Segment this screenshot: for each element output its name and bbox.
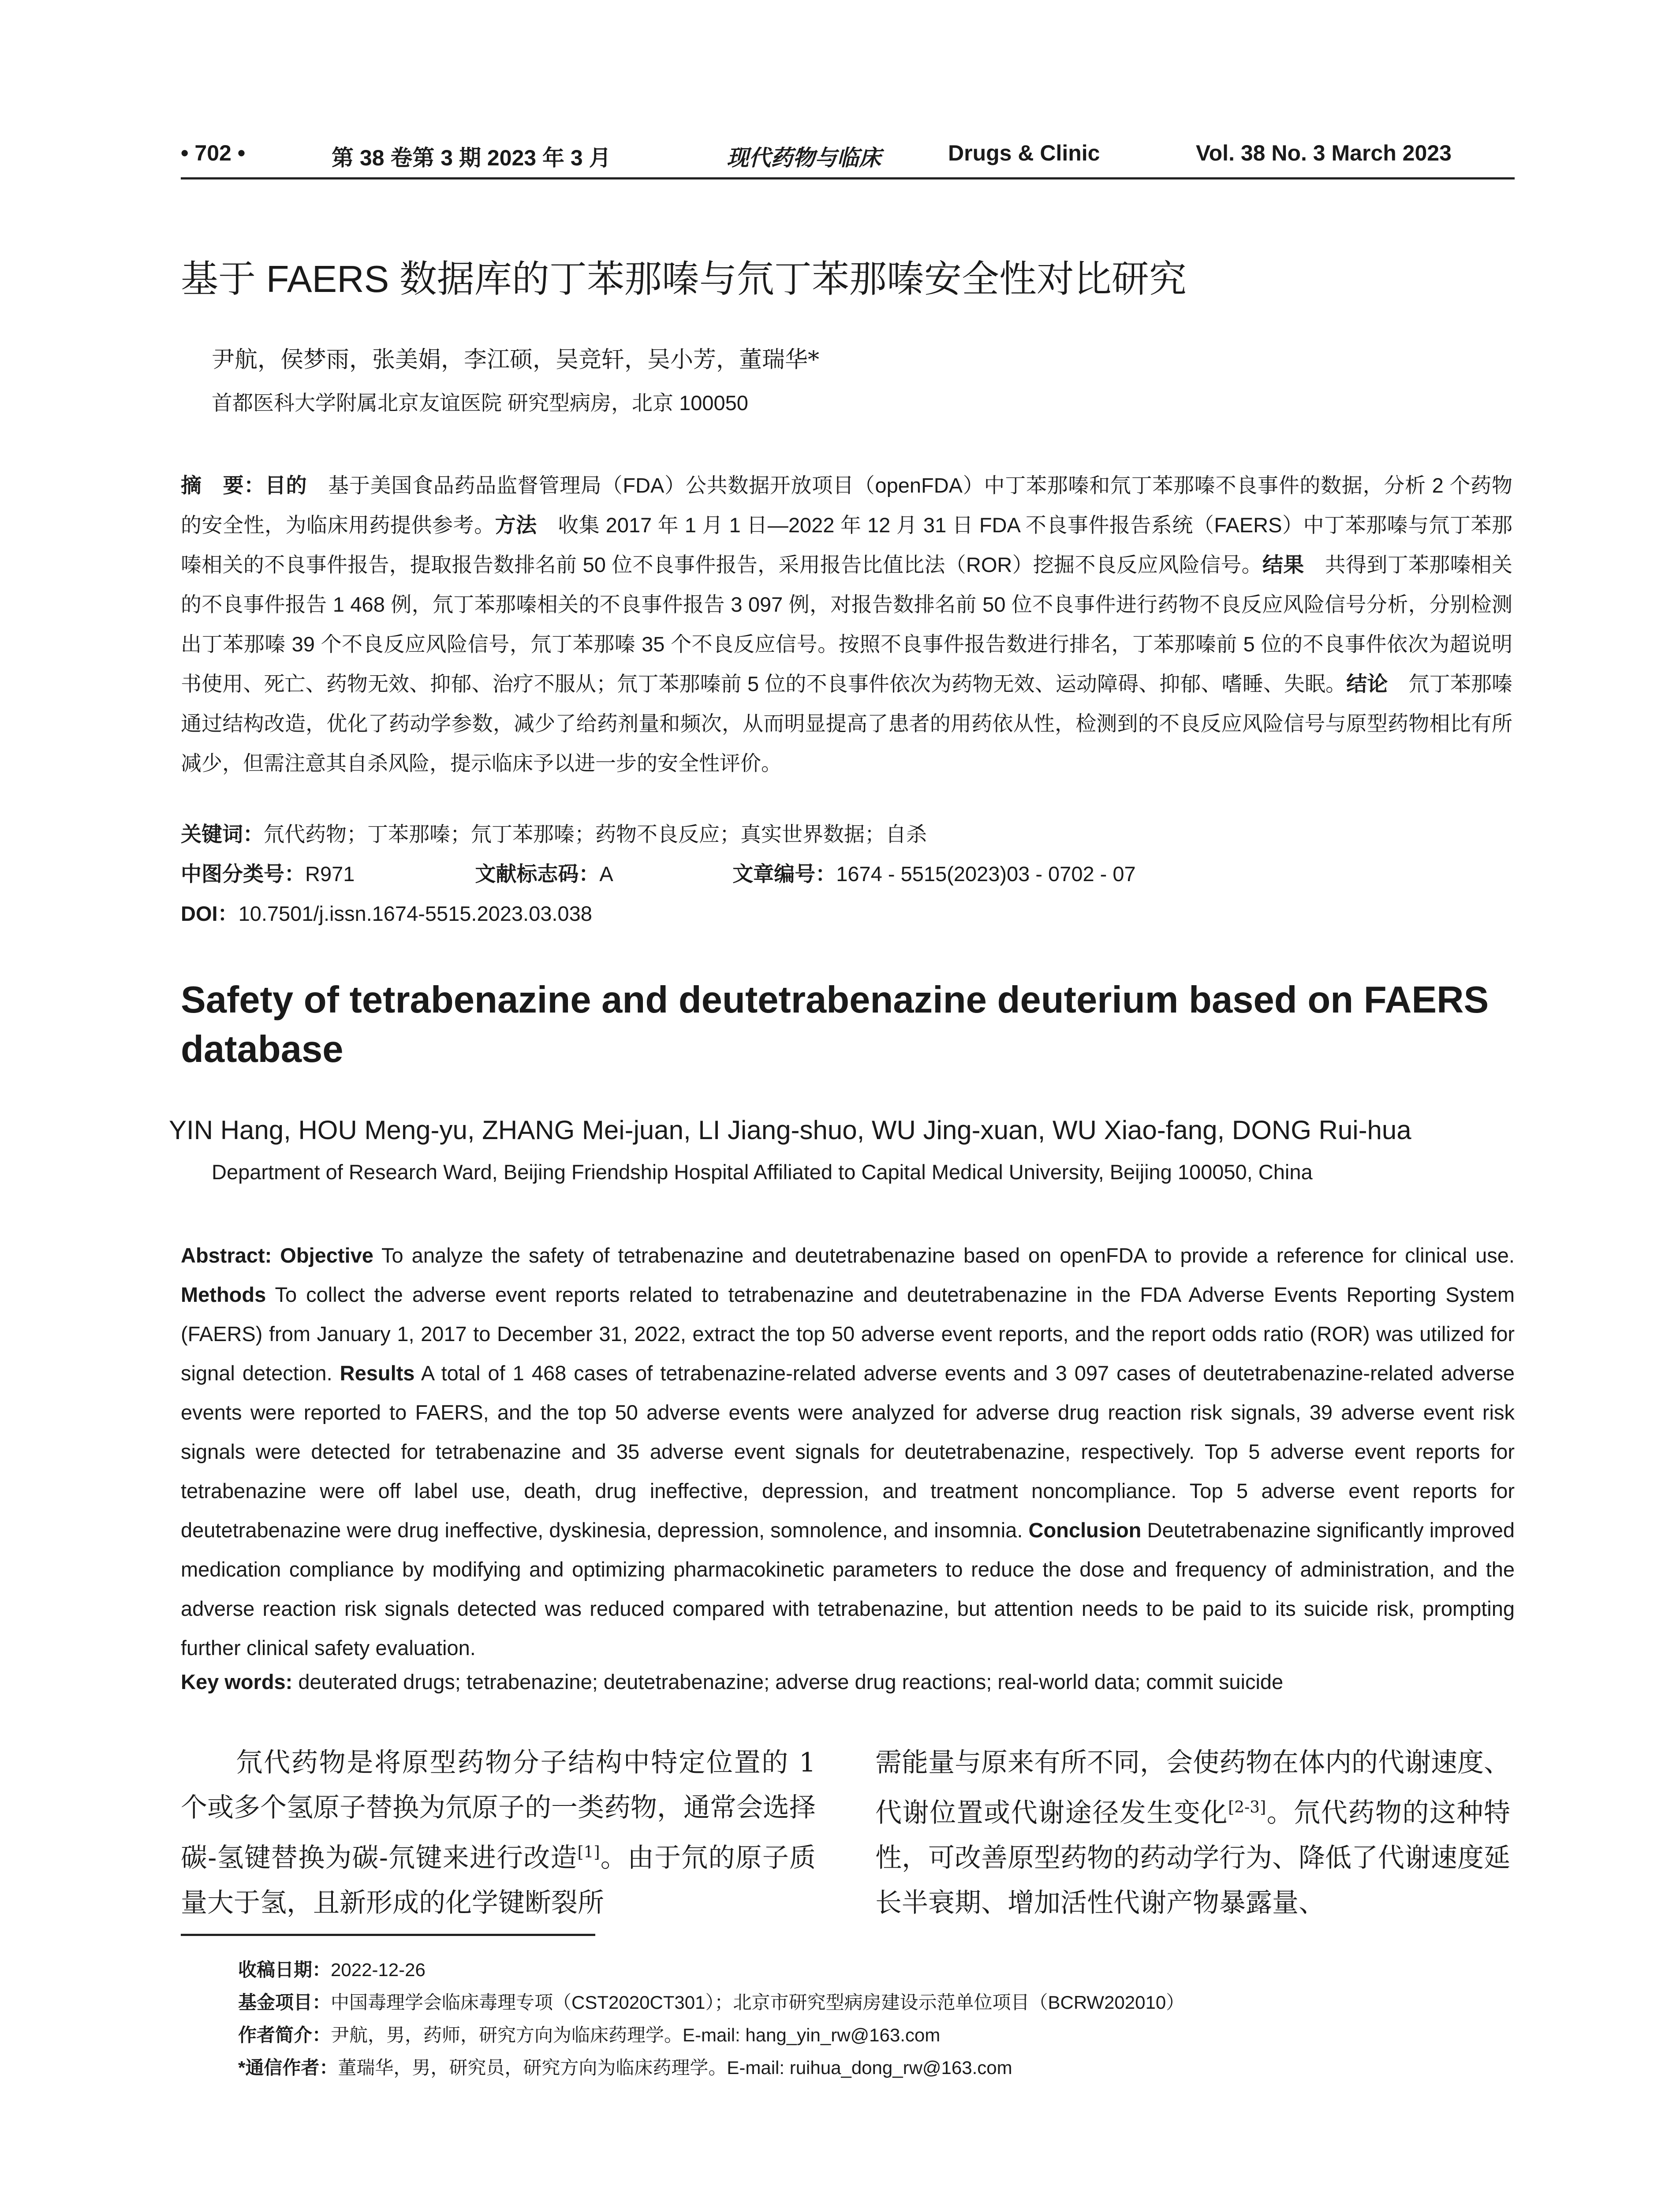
affiliation-en: Department of Research Ward, Beijing Friendship Hospital Affiliated to Capital Medical University, Beijing 100050, China	[212, 1160, 1313, 1184]
body-right-text-a: 需能量与原来有所不同，会使药物在体内的代谢速度、代谢位置或代谢途径发生变化	[875, 1747, 1510, 1828]
conclusion-text-cn: 氘丁苯那嗪通过结构改造，优化了药动学参数，减少了给药剂量和频次，从而明显提高了患者的用药依从性，检测到的不良反应风险信号与原型药物相比有所减少，但需注意其自杀风险，提示临床予以进一步的安全性评价。	[181, 672, 1512, 775]
clc-label: 中图分类号：	[181, 862, 305, 886]
results-text-en: A total of 1 468 cases of tetrabenazine-related adverse events and 3 097 cases of deutetrabenazine-related adverse events were reported to FAERS, and the top 50 adverse events were analyzed for adverse drug reaction risk signals, 39 adverse event risk signals were detected for tetrabenazine and 35 adverse event signals for deutetrabenazine, respectively. Top 5 adverse event reports for tetrabenazine were off label use, death, drug ineffective, depression, and treatment noncompliance. Top 5 adverse event reports for deutetrabenazine were drug ineffective, dyskinesia, depression, somnolence, and insomnia.	[181, 1361, 1515, 1542]
body-left-text-a: 氘代药物是将原型药物分子结构中特定位置的 1 个或多个氢原子替换为氘原子的一类药物，通常会选择碳-氢键替换为碳-氘键来进行改造	[181, 1747, 816, 1873]
doi-line	[181, 897, 592, 927]
page-number: • 702 •	[181, 141, 246, 165]
body-left-text-b: 。由于氘的原子质量大于氢，且新形成的化学键断裂所	[181, 1842, 816, 1918]
doi-label: DOI：	[181, 902, 239, 925]
issue-cn: 第 38 卷第 3 期 2023 年 3 月	[332, 146, 611, 170]
results-label-en: Results	[340, 1361, 415, 1385]
methods-text-en: To collect the adverse event reports related to tetrabenazine and deutetrabenazine in the FDA Adverse Events Reporting System (FAERS) from January 1, 2017 to December 31, 2022, extract the top 50 adverse event reports, and the report odds ratio (ROR) was utilized for signal detection.	[181, 1283, 1515, 1385]
keywords-en-label: Key words:	[181, 1670, 293, 1693]
methods-text-cn: 收集 2017 年 1 月 1 日—2022 年 12 月 31 日 FDA 不良事件报告系统（FAERS）中丁苯那嗪与氘丁苯那嗪相关的不良事件报告，提取报告数排名前 50 位不良事件报告，采用报告比值比法（ROR）挖掘不良反应风险信号。	[181, 513, 1513, 576]
body-column-right	[875, 1740, 1510, 1925]
journal-name-cn: 现代药物与临床	[727, 145, 881, 171]
classification-line	[181, 858, 1136, 887]
fund-text: 中国毒理学会临床毒理专项（CST2020CT301）；北京市研究型病房建设示范单位项目（BCRW202010）	[331, 1992, 1185, 2013]
doi-link[interactable]: 10.7501/j.issn.1674-5515.2023.03.038	[238, 902, 592, 925]
author-bio-text: 尹航，男，药师，研究方向为临床药理学。E-mail: hang_yin_rw@163.com	[331, 2025, 941, 2045]
clc-code: R971	[305, 862, 355, 886]
results-label-cn: 结果	[1262, 553, 1304, 576]
doc-code: A	[599, 862, 612, 886]
keywords-cn	[181, 818, 927, 848]
footnote-fund	[238, 1988, 1184, 2014]
authors-cn: 尹航，侯梦雨，张美娟，李江硕，吴竞轩，吴小芳，董瑞华*	[212, 347, 820, 373]
header-rule	[181, 177, 1515, 179]
authors-en: YIN Hang, HOU Meng-yu, ZHANG Mei-juan, LI Jiang-shuo, WU Jing-xuan, WU Xiao-fang, DONG Rui-hua	[169, 1115, 1411, 1145]
affiliation-cn: 首都医科大学附属北京友谊医院 研究型病房，北京 100050	[212, 391, 748, 415]
methods-label-en: Methods	[181, 1283, 266, 1306]
footnote-received	[238, 1955, 426, 1982]
methods-label-cn: 方法	[495, 513, 537, 537]
objective-text-en: To analyze the safety of tetrabenazine and deutetrabenazine based on openFDA to provide a reference for clinical use.	[373, 1244, 1515, 1267]
abstract-en	[181, 1236, 1515, 1667]
footnote-corresponding	[238, 2053, 1012, 2080]
conclusion-label-en: Conclusion	[1028, 1518, 1142, 1542]
keywords-cn-label: 关键词：	[181, 822, 264, 846]
citation-ref-1[interactable]: [1]	[577, 1843, 600, 1861]
doc-code-label: 文献标志码：	[475, 862, 600, 886]
issue-en: Vol. 38 No. 3 March 2023	[1196, 141, 1452, 165]
body-right-text-b: 。氘代药物的这种特性，可改善原型药物的药动学行为、降低了代谢速度延长半衰期、增加活性代谢产物暴露量、	[875, 1798, 1511, 1918]
footnote-rule	[181, 1934, 595, 1936]
citation-ref-2-3[interactable]: [2-3]	[1228, 1798, 1266, 1816]
received-label: 收稿日期：	[238, 1959, 331, 1980]
author-bio-label: 作者简介：	[238, 2025, 331, 2045]
corresponding-text: 董瑞华，男，研究员，研究方向为临床药理学。E-mail: ruihua_dong_rw@163.com	[338, 2057, 1012, 2078]
title-en: Safety of tetrabenazine and deutetrabenazine deuterium based on FAERS database	[181, 979, 1489, 1070]
abstract-cn-label: 摘 要：	[181, 474, 265, 497]
fund-label: 基金项目：	[238, 1992, 331, 2013]
objective-label-cn: 目的	[265, 474, 307, 497]
received-date: 2022-12-26	[331, 1959, 426, 1980]
abstract-cn	[181, 466, 1512, 783]
title-cn: 基于 FAERS 数据库的丁苯那嗪与氘丁苯那嗪安全性对比研究	[181, 258, 1187, 300]
results-text-cn: 共得到丁苯那嗪相关的不良事件报告 1 468 例，氘丁苯那嗪相关的不良事件报告 3 097 例，对报告数排名前 50 位不良事件进行药物不良反应风险信号分析，分别检测出丁苯那嗪 39 个不良反应风险信号，氘丁苯那嗪 35 个不良反应信号。按照不良事件报告数进行排名，丁苯那嗪前 5 位的不良事件依次为超说明书使用、死亡、药物无效、抑郁、治疗不服从；氘丁苯那嗪前 5 位的不良事件依次为药物无效、运动障碍、抑郁、嗜睡、失眠。	[181, 553, 1513, 695]
keywords-en	[181, 1670, 1283, 1694]
keywords-en-text: deuterated drugs; tetrabenazine; deutetrabenazine; adverse drug reactions; real-world data; commit suicide	[292, 1670, 1284, 1693]
footnote-author	[238, 2021, 940, 2047]
corresponding-label: *通信作者：	[238, 2057, 338, 2078]
body-column-left	[181, 1740, 816, 1925]
article-no-label: 文章编号：	[732, 862, 836, 886]
objective-text-cn: 基于美国食品药品监督管理局（FDA）公共数据开放项目（openFDA）中丁苯那嗪和氘丁苯那嗪不良事件的数据，分析 2 个药物的安全性，为临床用药提供参考。	[181, 474, 1513, 537]
journal-name-en: Drugs & Clinic	[948, 141, 1100, 165]
conclusion-label-cn: 结论	[1346, 672, 1388, 695]
objective-label-en: Abstract: Objective	[181, 1244, 373, 1267]
keywords-cn-text: 氘代药物；丁苯那嗪；氘丁苯那嗪；药物不良反应；真实世界数据；自杀	[264, 822, 927, 846]
conclusion-text-en: Deutetrabenazine significantly improved medication compliance by modifying and optimizing pharmacokinetic parameters to reduce the dose and frequency of administration, and the adverse reaction risk signals detected was reduced compared with tetrabenazine, but attention needs to be paid to its suicide risk, prompting further clinical safety evaluation.	[181, 1518, 1515, 1659]
article-no: 1674 - 5515(2023)03 - 0702 - 07	[836, 862, 1136, 886]
